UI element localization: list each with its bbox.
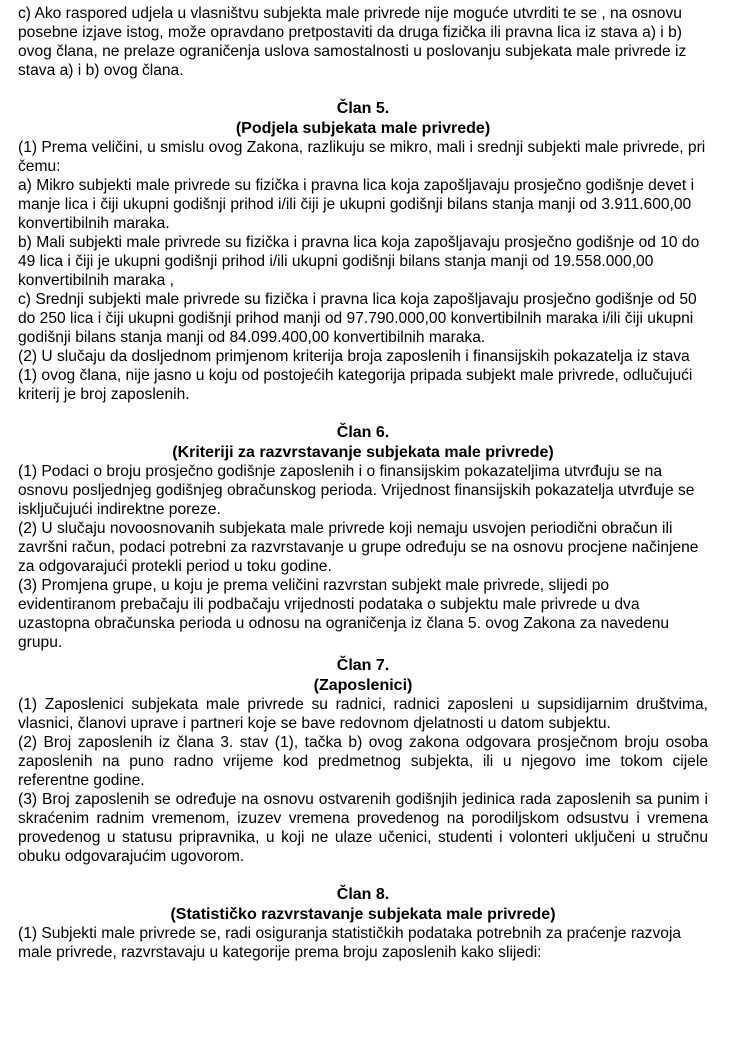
article-5-paragraph-1: (1) Prema veličini, u smislu ovog Zakona, razlikuju se mikro, mali i srednji subjekti male privrede, pri čemu: xyxy=(18,139,706,175)
article-6-heading: (Kriteriji za razvrstavanje subjekata male privrede) xyxy=(172,443,554,461)
article-5-item-a: a) Mikro subjekti male privrede su fizička i pravna lica koja zapošljavaju prosječno godišnje devet i manje lica i čiji ukupni godišnji prihod i/ili čiji je ukupni godišnji bilans stanja manji od 3.911.600,00 konvertibilnih maraka. xyxy=(18,177,695,232)
article-7-number: Član 7. xyxy=(336,657,390,674)
article-7 xyxy=(18,656,708,866)
article-7-paragraph-2: (2) Broj zaposlenih iz člana 3. stav (1), tačka b) ovog zakona odgovara prosječnom broju osoba zaposlenih na puno radno vrijeme kod predmetnog subjekta, ili u njegovo ime tokom cijele referentne godine. xyxy=(18,734,708,789)
article-6-paragraph-1: (1) Podaci o broju prosječno godišnje zaposlenih i o finansijskim pokazateljima utvrđuju se na osnovu posljednjeg godišnjeg obračunskog perioda. Vrijednost finansijskih pokazatelja utvrđuje se isključujući indirektne poreze. xyxy=(18,463,695,518)
document-page xyxy=(18,4,708,962)
article-6-paragraph-2: (2) U slučaju novoosnovanih subjekata male privrede koji nemaju usvojen periodični obračun ili završni račun, podaci potrebni za razvrstavanje u grupe određuju se na osnovu procjene načinjene za odgovarajući protekli period u toku godine. xyxy=(18,520,699,575)
article-5-item-b: b) Mali subjekti male privrede su fizička i pravna lica koja zapošljavaju prosječno godišnje od 10 do 49 lica i čiji je ukupni godišnji prihod i/ili ukupni godišnji bilans stanja manji od 19.558.000,00 konvertibilnih maraka , xyxy=(18,234,700,289)
intro-paragraph-c: c) Ako raspored udjela u vlasništvu subjekta male privrede nije moguće utvrditi te se , na osnovu posebne izjave istog, može opravdano pretpostaviti da druga fizička ili pravna lica iz stava a) i b) ovog člana, ne prelaze ograničenja uslova samostalnosti u poslovanju subjekata male privrede iz stava a) i b) ovog člana. xyxy=(18,5,687,79)
article-7-heading: (Zaposlenici) xyxy=(313,676,413,694)
article-6 xyxy=(18,423,708,652)
article-5-item-c: c) Srednji subjekti male privrede su fizička i pravna lica koja zapošljavaju prosječno godišnje od 50 do 250 lica i čiji ukupni godišnji prihod manji od 97.790.000,00 konvertibilnih maraka i/ili čiji ukupni godišnji bilans stanja manji od 84.099.400,00 konvertibilnih maraka. xyxy=(18,291,697,346)
article-8-number: Član 8. xyxy=(336,886,390,903)
article-5-heading: (Podjela subjekata male privrede) xyxy=(235,119,491,137)
article-5 xyxy=(18,99,708,404)
article-6-number: Član 6. xyxy=(336,424,390,441)
article-8-paragraph-1: (1) Subjekti male privrede se, radi osiguranja statističkih podataka potrebnih za praćenje razvoja male privrede, razvrstavaju u kategorije prema broju zaposlenih kako slijedi: xyxy=(18,925,682,961)
article-6-paragraph-3: (3) Promjena grupe, u koju je prema veličini razvrstan subjekt male privrede, slijedi po evidentiranom prebačaju ili podbačaju vrijednosti podataka o subjektu male privrede u dva uzastopna obračunska perioda u odnosu na ograničenja iz člana 5. ovog Zakona za navedenu grupu. xyxy=(18,577,670,651)
article-8-heading: (Statističko razvrstavanje subjekata male privrede) xyxy=(170,905,556,923)
article-5-number: Član 5. xyxy=(336,100,390,117)
article-5-paragraph-2: (2) U slučaju da dosljednom primjenom kriterija broja zaposlenih i finansijskih pokazatelja iz stava (1) ovog člana, nije jasno u koju od postojećih kategorija pripada subjekt male privrede, odlučujući kriterij je broj zaposlenih. xyxy=(18,348,693,403)
article-7-paragraph-1: (1) Zaposlenici subjekata male privrede su radnici, radnici zaposleni u supsidijarnim društvima, vlasnici, članovi uprave i partneri koje se bave redovnom djelatnosti u datom subjektu. xyxy=(18,696,708,732)
article-8 xyxy=(18,885,708,962)
article-7-paragraph-3: (3) Broj zaposlenih se određuje na osnovu ostvarenih godišnjih jedinica rada zaposlenih sa punim i skraćenim radnim vremenom, izuzev vremena provedenog na porodiljskom odsustvu i vremena provedenog u statusu pripravnika, u koji ne ulaze učenici, studenti i volonteri uključeni u stručnu obuku odgovarajućim ugovorom. xyxy=(18,791,708,865)
